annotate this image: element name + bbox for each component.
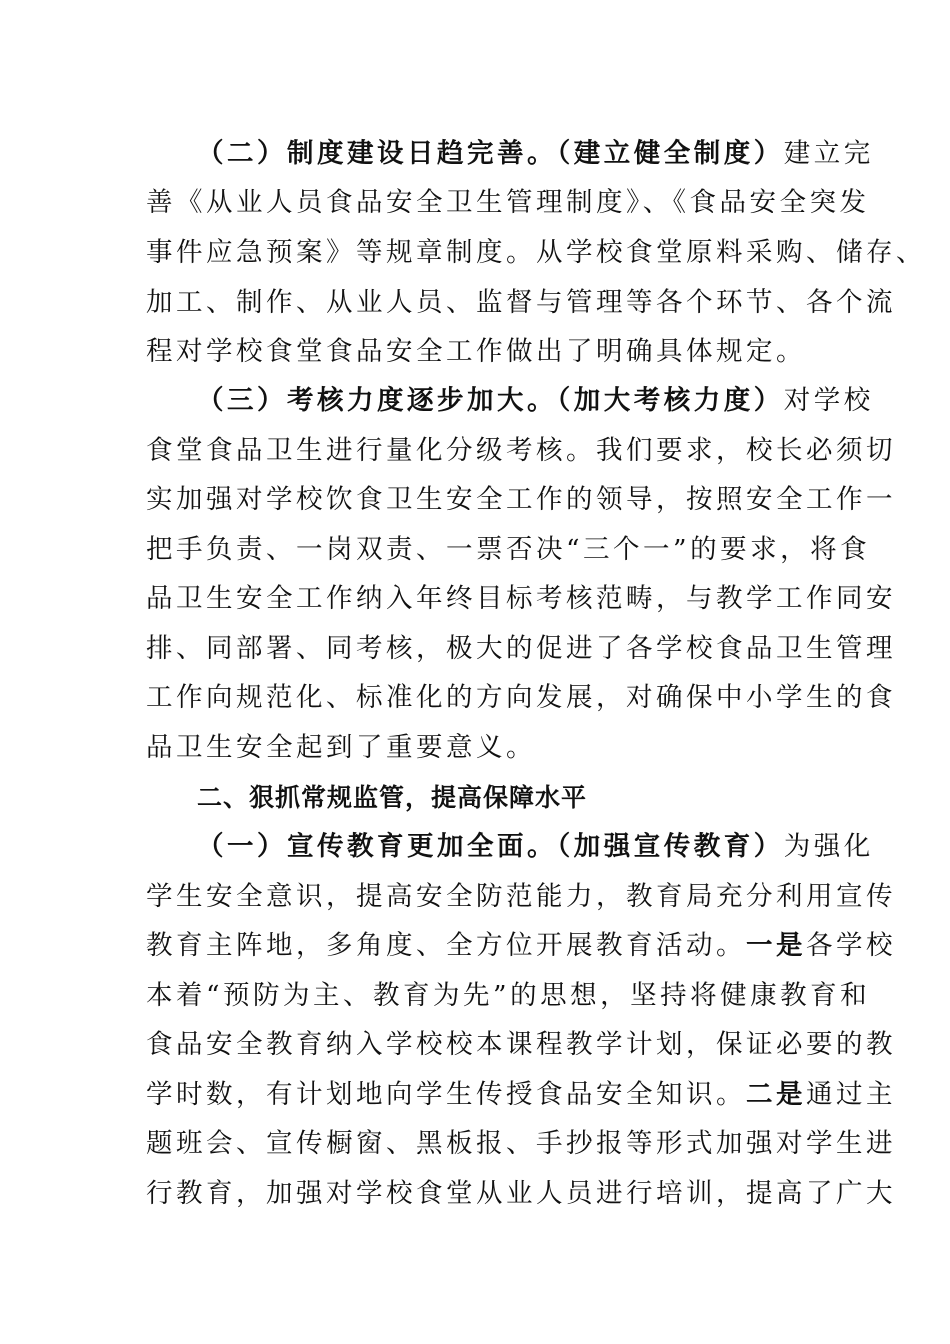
section-title: （二）制度建设日趋完善。 — [197, 138, 557, 169]
section-keyword: （加强宣传教育） — [557, 831, 784, 862]
paragraph-line: 食品安全教育纳入学校校本课程教学计划，保证必要的教 — [146, 1029, 896, 1060]
paragraph-line — [197, 137, 874, 171]
paragraph-line: 实加强对学校饮食卫生安全工作的领导，按照安全工作一 — [146, 484, 896, 515]
paragraph-line: 题班会、宣传橱窗、黑板报、手抄报等形式加强对学生进 — [146, 1128, 896, 1159]
paragraph-line — [146, 929, 896, 963]
section-title: （三）考核力度逐步加大。 — [197, 385, 557, 416]
paragraph-line: 把手负责、一岗双责、一票否决“三个一”的要求，将食 — [146, 534, 871, 565]
section-keyword: （加大考核力度） — [557, 385, 784, 416]
paragraph-line: 加工、制作、从业人员、监督与管理等各个环节、各个流 — [146, 287, 896, 318]
paragraph-line: 品卫生安全起到了重要意义。 — [146, 732, 536, 763]
paragraph-line: 程对学校食堂食品安全工作做出了明确具体规定。 — [146, 336, 806, 367]
section-title: （一）宣传教育更加全面。 — [197, 831, 557, 862]
paragraph-line: 食堂食品卫生进行量化分级考核。我们要求，校长必须切 — [146, 435, 896, 466]
paragraph-text: 对学校 — [783, 385, 874, 416]
paragraph-line — [146, 1078, 896, 1112]
paragraph-line — [197, 830, 874, 864]
paragraph-text: 学时数，有计划地向学生传授食品安全知识。 — [146, 1079, 746, 1110]
paragraph-text: 各学校 — [806, 930, 896, 961]
paragraph-text: 教育主阵地，多角度、全方位开展教育活动。 — [146, 930, 746, 961]
paragraph-line: 行教育，加强对学校食堂从业人员进行培训，提高了广大 — [146, 1178, 896, 1209]
part-heading: 二、狠抓常规监管，提高保障水平 — [197, 783, 588, 812]
paragraph-text: 为强化 — [783, 831, 874, 862]
paragraph-line: 本着“预防为主、教育为先”的思想，坚持将健康教育和 — [146, 980, 871, 1011]
section-keyword: （建立健全制度） — [557, 138, 784, 169]
paragraph-line: 学生安全意识，提高安全防范能力，教育局充分利用宣传 — [146, 881, 896, 912]
enumeration-marker: 一是 — [746, 930, 806, 961]
paragraph-text: 通过主 — [806, 1079, 896, 1110]
paragraph-line: 工作向规范化、标准化的方向发展，对确保中小学生的食 — [146, 682, 896, 713]
paragraph-line — [197, 384, 874, 418]
paragraph-line: 品卫生安全工作纳入年终目标考核范畴，与教学工作同安 — [146, 583, 896, 614]
paragraph-line: 善《从业人员食品安全卫生管理制度》、《食品安全突发 — [146, 187, 870, 218]
paragraph-line: 事件应急预案》等规章制度。从学校食堂原料采购、储存、 — [146, 237, 926, 268]
paragraph-line: 排、同部署、同考核，极大的促进了各学校食品卫生管理 — [146, 633, 896, 664]
enumeration-marker: 二是 — [746, 1079, 806, 1110]
paragraph-text: 建立完 — [783, 138, 874, 169]
